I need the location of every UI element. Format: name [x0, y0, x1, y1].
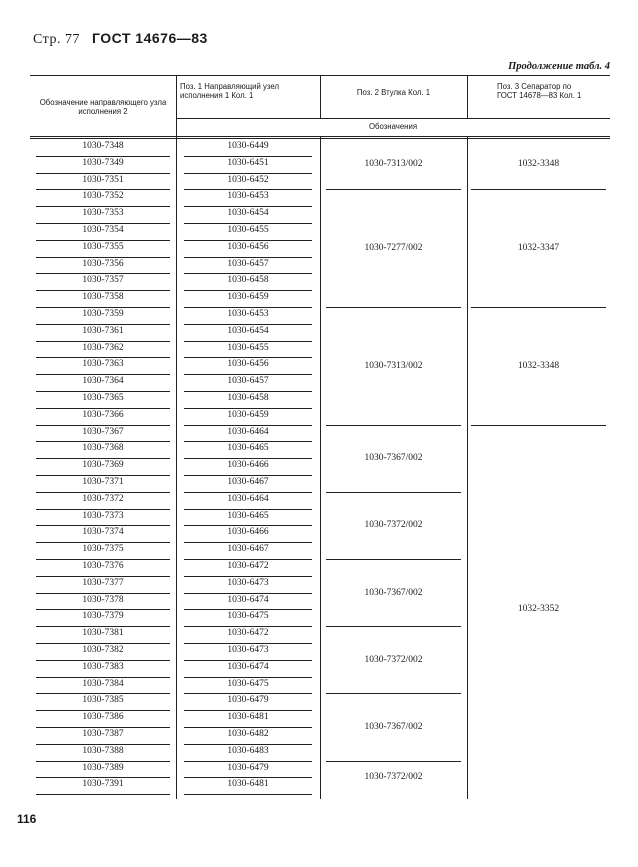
page-header [33, 30, 208, 48]
subheader-label: Обозначения [368, 122, 418, 131]
row-designation-1: 1030-6459 [227, 292, 269, 303]
row-rule [184, 542, 312, 543]
row-designation-2: 1030-7363 [82, 359, 124, 370]
row-designation-1: 1030-6475 [227, 678, 269, 689]
row-designation-1: 1030-6474 [227, 661, 269, 672]
row-rule [36, 794, 170, 795]
row-designation-1: 1030-6455 [227, 342, 269, 353]
row-designation-2: 1030-7378 [82, 594, 124, 605]
row-designation-2: 1030-7381 [82, 628, 124, 639]
row-rule [184, 509, 312, 510]
row-rule [36, 324, 170, 325]
row-designation-2: 1030-7348 [82, 141, 124, 151]
row-rule [184, 290, 312, 291]
separator-rule [471, 307, 606, 308]
group-rule [326, 189, 461, 190]
continuation-label: Продолжение табл. 4 [508, 61, 610, 72]
row-rule [184, 223, 312, 224]
row-rule [184, 593, 312, 594]
row-designation-2: 1030-7369 [82, 460, 124, 471]
row-designation-2: 1030-7356 [82, 258, 124, 269]
row-designation-1: 1030-6466 [227, 460, 269, 471]
row-rule [36, 475, 170, 476]
row-designation-2: 1030-7371 [82, 477, 124, 487]
row-rule [184, 206, 312, 207]
row-designation-2: 1030-7379 [82, 611, 124, 622]
row-designation-2: 1030-7391 [82, 779, 124, 790]
row-rule [36, 593, 170, 594]
row-rule [36, 357, 170, 358]
row-rule [184, 425, 312, 426]
col-divider-3 [467, 75, 468, 118]
row-rule [184, 273, 312, 274]
row-rule [36, 576, 170, 577]
row-rule [184, 677, 312, 678]
row-rule [36, 290, 170, 291]
vtulka-value: 1030-7372/002 [364, 772, 423, 783]
subheader-top-border [176, 118, 610, 119]
column-header-2: Поз. 1 Направляющий узел исполнения 1 Кол. 1 [180, 82, 280, 100]
row-designation-1: 1030-6464 [227, 426, 269, 437]
row-rule [184, 257, 312, 258]
row-rule [36, 777, 170, 778]
row-rule [36, 761, 170, 762]
row-rule [36, 189, 170, 190]
row-designation-2: 1030-7376 [82, 561, 124, 571]
row-rule [184, 660, 312, 661]
col-divider-3-body [467, 136, 468, 799]
row-rule [36, 744, 170, 745]
col-divider-2-body [320, 136, 321, 799]
row-rule [184, 609, 312, 610]
row-rule [184, 744, 312, 745]
row-designation-2: 1030-7387 [82, 729, 124, 739]
row-rule [184, 156, 312, 157]
row-rule [184, 710, 312, 711]
row-rule [36, 156, 170, 157]
row-rule [36, 441, 170, 442]
group-rule [326, 693, 461, 694]
row-designation-1: 1030-6458 [227, 393, 269, 403]
row-rule [184, 492, 312, 493]
row-rule [36, 391, 170, 392]
page-number: 116 [17, 812, 37, 826]
row-rule [36, 626, 170, 627]
row-designation-2: 1030-7367 [82, 426, 124, 437]
row-designation-2: 1030-7383 [82, 661, 124, 672]
vtulka-value: 1030-7367/002 [364, 722, 423, 732]
row-designation-2: 1030-7364 [82, 376, 124, 387]
row-designation-2: 1030-7359 [82, 309, 124, 319]
separator-rule [471, 425, 606, 426]
row-designation-1: 1030-6456 [227, 241, 269, 252]
row-designation-1: 1030-6467 [227, 477, 269, 487]
row-designation-2: 1030-7373 [82, 510, 124, 521]
row-designation-1: 1030-6449 [227, 141, 269, 151]
row-rule [184, 576, 312, 577]
row-designation-2: 1030-7352 [82, 191, 124, 202]
vtulka-value: 1030-7372/002 [364, 654, 423, 665]
row-rule [36, 693, 170, 694]
row-designation-1: 1030-6454 [227, 325, 269, 336]
separator-rule [471, 189, 606, 190]
row-designation-2: 1030-7368 [82, 443, 124, 454]
row-designation-2: 1030-7372 [82, 493, 124, 504]
row-designation-1: 1030-6473 [227, 577, 269, 588]
row-rule [184, 240, 312, 241]
row-designation-1: 1030-6456 [227, 359, 269, 370]
row-designation-2: 1030-7388 [82, 745, 124, 756]
separator-value: 1032-3348 [517, 360, 560, 371]
vtulka-value: 1030-7367/002 [364, 453, 423, 464]
row-rule [184, 324, 312, 325]
row-rule [36, 643, 170, 644]
row-designation-1: 1030-6472 [227, 628, 269, 639]
vtulka-value: 1030-7367/002 [364, 587, 423, 598]
row-designation-2: 1030-7362 [82, 342, 124, 353]
page-prefix: Стр. 77 [33, 32, 80, 47]
row-rule [184, 441, 312, 442]
row-rule [36, 307, 170, 308]
row-designation-1: 1030-6467 [227, 544, 269, 555]
row-designation-1: 1030-6475 [227, 611, 269, 622]
vtulka-value: 1030-7372/002 [364, 520, 423, 531]
row-designation-1: 1030-6473 [227, 645, 269, 655]
row-rule [184, 794, 312, 795]
group-rule [326, 559, 461, 560]
row-designation-1: 1030-6454 [227, 208, 269, 219]
row-rule [184, 643, 312, 644]
row-designation-1: 1030-6458 [227, 275, 269, 286]
row-designation-1: 1030-6457 [227, 376, 269, 387]
row-rule [36, 273, 170, 274]
group-rule [326, 492, 461, 493]
row-designation-2: 1030-7384 [82, 678, 124, 689]
row-designation-1: 1030-6464 [227, 493, 269, 504]
row-designation-1: 1030-6457 [227, 258, 269, 269]
row-designation-1: 1030-6466 [227, 527, 269, 538]
row-rule [36, 660, 170, 661]
row-designation-1: 1030-6452 [227, 174, 269, 185]
standard-code: ГОСТ 14676—83 [91, 30, 208, 46]
row-rule [36, 374, 170, 375]
row-designation-2: 1030-7366 [82, 409, 124, 420]
row-rule [36, 206, 170, 207]
group-rule [326, 626, 461, 627]
row-designation-2: 1030-7349 [82, 157, 124, 168]
row-designation-2: 1030-7386 [82, 712, 124, 723]
row-designation-2: 1030-7357 [82, 275, 124, 286]
row-rule [36, 559, 170, 560]
row-designation-1: 1030-6455 [227, 225, 269, 235]
row-rule [184, 777, 312, 778]
row-designation-2: 1030-7353 [82, 208, 124, 219]
group-rule [326, 307, 461, 308]
row-rule [184, 189, 312, 190]
row-rule [184, 458, 312, 459]
row-rule [184, 727, 312, 728]
group-rule [326, 761, 461, 762]
row-designation-1: 1030-6481 [227, 779, 269, 790]
row-designation-1: 1030-6465 [227, 510, 269, 521]
row-designation-1: 1030-6479 [227, 762, 269, 773]
row-rule [184, 391, 312, 392]
row-rule [36, 710, 170, 711]
row-rule [36, 408, 170, 409]
row-designation-2: 1030-7377 [82, 577, 124, 588]
row-designation-1: 1030-6459 [227, 409, 269, 420]
row-rule [36, 341, 170, 342]
row-rule [36, 223, 170, 224]
separator-value: 1032-3352 [517, 604, 560, 615]
row-designation-1: 1030-6479 [227, 695, 269, 706]
row-rule [184, 173, 312, 174]
row-rule [36, 609, 170, 610]
row-designation-2: 1030-7355 [82, 241, 124, 252]
row-rule [36, 542, 170, 543]
row-designation-2: 1030-7361 [82, 325, 124, 336]
column-header-3: Поз. 2 Втулка Кол. 1 [356, 88, 431, 97]
row-rule [184, 408, 312, 409]
row-designation-2: 1030-7354 [82, 225, 124, 235]
separator-value: 1032-3348 [517, 159, 560, 170]
row-rule [184, 374, 312, 375]
row-designation-2: 1030-7389 [82, 762, 124, 773]
separator-value: 1032-3347 [517, 243, 560, 254]
row-rule [36, 240, 170, 241]
row-designation-1: 1030-6474 [227, 594, 269, 605]
row-rule [36, 677, 170, 678]
row-rule [184, 525, 312, 526]
row-rule [184, 307, 312, 308]
row-rule [36, 727, 170, 728]
vtulka-value: 1030-7313/002 [364, 159, 423, 170]
row-designation-1: 1030-6483 [227, 745, 269, 756]
row-rule [36, 492, 170, 493]
row-rule [36, 425, 170, 426]
row-designation-1: 1030-6481 [227, 712, 269, 723]
row-rule [184, 693, 312, 694]
row-designation-1: 1030-6453 [227, 309, 269, 319]
col-divider-2 [320, 75, 321, 118]
row-designation-2: 1030-7365 [82, 393, 124, 403]
row-designation-1: 1030-6453 [227, 191, 269, 202]
row-designation-2: 1030-7385 [82, 695, 124, 706]
row-designation-2: 1030-7374 [82, 527, 124, 538]
row-designation-1: 1030-6472 [227, 561, 269, 571]
row-designation-1: 1030-6451 [227, 157, 269, 168]
row-designation-2: 1030-7358 [82, 292, 124, 303]
row-designation-1: 1030-6465 [227, 443, 269, 454]
vtulka-value: 1030-7277/002 [364, 243, 423, 254]
column-header-4: Поз. 3 Сепаратор по ГОСТ 14678—83 Кол. 1 [497, 82, 582, 100]
column-header-1: Обозначение направляющего узла исполнения 2 [39, 98, 167, 116]
row-designation-2: 1030-7351 [82, 174, 124, 185]
row-rule [36, 173, 170, 174]
group-rule [326, 425, 461, 426]
row-rule [184, 341, 312, 342]
row-rule [36, 257, 170, 258]
row-rule [184, 761, 312, 762]
row-rule [36, 525, 170, 526]
row-designation-2: 1030-7375 [82, 544, 124, 555]
row-designation-1: 1030-6482 [227, 729, 269, 739]
row-rule [36, 509, 170, 510]
row-designation-2: 1030-7382 [82, 645, 124, 655]
row-rule [36, 458, 170, 459]
row-rule [184, 559, 312, 560]
vtulka-value: 1030-7313/002 [364, 360, 423, 371]
row-rule [184, 475, 312, 476]
row-rule [184, 357, 312, 358]
row-rule [184, 626, 312, 627]
